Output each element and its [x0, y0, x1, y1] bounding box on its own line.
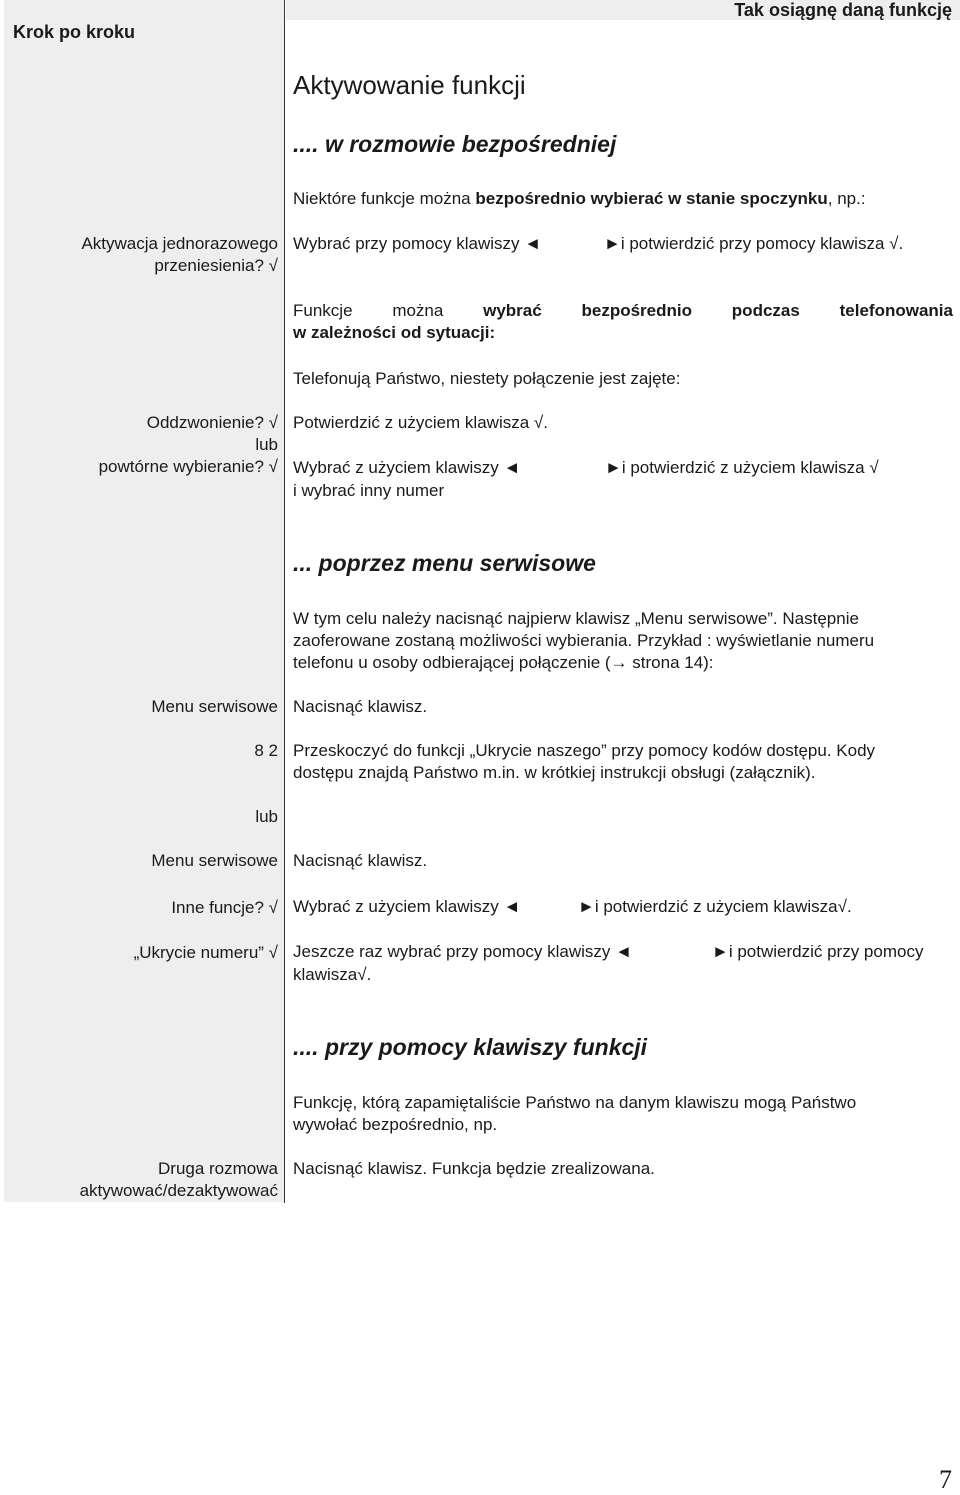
- side-label-line: powtórne wybieranie? √: [98, 457, 278, 476]
- side-label-or: lub: [255, 807, 278, 826]
- intro-line: Funkcję, którą zapamiętaliście Państwo na danym klawiszu mogą Państwo: [293, 1093, 857, 1112]
- intro-line: zaoferowane zostaną możliwości wybierania. Przykład : wyświetlanie numeru: [293, 631, 875, 650]
- step-text: Wybrać z użyciem klawiszy ◄: [293, 458, 521, 477]
- section2-intro: [293, 608, 953, 674]
- step-text: Wybrać przy pomocy klawiszy ◄: [293, 234, 542, 253]
- side-label-line: Oddzwonienie? √: [146, 413, 278, 432]
- header-left-label: Krok po kroku: [13, 22, 136, 42]
- side-label-code: 8 2: [254, 741, 278, 760]
- step-text: ►i potwierdzić przy pomocy: [712, 942, 924, 961]
- step-text: Nacisnąć klawisz. Funkcja będzie zrealizowana.: [293, 1159, 655, 1178]
- side-label-menu: Menu serwisowe: [151, 697, 278, 716]
- step-text: Nacisnąć klawisz.: [293, 851, 428, 870]
- text-line: Przeskoczyć do funkcji „Ukrycie naszego” przy pomocy kodów dostępu. Kody: [293, 741, 876, 760]
- step-text: Jeszcze raz wybrać przy pomocy klawiszy ◄: [293, 942, 632, 961]
- section1-paragraph: [293, 300, 953, 322]
- column-divider: [284, 0, 285, 1203]
- step-text: ►i potwierdzić przy pomocy klawisza √.: [604, 234, 904, 253]
- side-label-menu: Menu serwisowe: [151, 851, 278, 870]
- step-text: ►i potwierdzić z użyciem klawisza√.: [578, 897, 852, 916]
- intro-suffix: , np.:: [827, 189, 866, 208]
- word: podczas: [731, 301, 800, 320]
- word: bezpośrednio: [581, 301, 693, 320]
- side-label-line: lub: [255, 435, 278, 454]
- side-label-line: przeniesienia? √: [154, 256, 278, 275]
- side-label-line: Druga rozmowa: [158, 1159, 278, 1178]
- step-text: ►i potwierdzić z użyciem klawisza √: [605, 458, 879, 477]
- side-label-callback: [3, 412, 278, 478]
- intro-line: telefonu u osoby odbierającej połączenie (→ strona 14):: [293, 653, 714, 672]
- word: można: [392, 301, 444, 320]
- section1-intro: [293, 188, 953, 210]
- header-right-label: Tak osiągnę daną funkcję: [734, 0, 952, 20]
- step-text: Nacisnąć klawisz.: [293, 697, 428, 716]
- side-label-transfer: [3, 233, 278, 277]
- text-line: dostępu znajdą Państwo m.in. w krótkiej instrukcji obsługi (załącznik).: [293, 763, 816, 782]
- side-label-line: aktywować/dezaktywować: [79, 1181, 278, 1200]
- section2-heading: ... poprzez menu serwisowe: [293, 550, 596, 576]
- section1-paragraph-cont: w zależności od sytuacji:: [293, 323, 496, 342]
- section3-intro: [293, 1092, 953, 1136]
- intro-line: wywołać bezpośrednio, np.: [293, 1115, 498, 1134]
- page-number: 7: [939, 1465, 952, 1494]
- section1-heading: .... w rozmowie bezpośredniej: [293, 131, 617, 157]
- side-label-hide: „Ukrycie numeru” √: [133, 943, 278, 962]
- side-label-other: Inne funcje? √: [171, 898, 278, 917]
- step-text: i wybrać inny numer: [293, 481, 445, 500]
- side-label-line: Aktywacja jednorazowego: [81, 234, 278, 253]
- word: Funkcje: [293, 301, 353, 320]
- page-title: Aktywowanie funkcji: [293, 70, 526, 100]
- intro-bold: bezpośrednio wybierać w stanie spoczynku: [475, 189, 828, 208]
- step-text: [293, 740, 953, 784]
- step-text: Potwierdzić z użyciem klawisza √.: [293, 413, 548, 432]
- section1-situation: Telefonują Państwo, niestety połączenie jest zajęte:: [293, 369, 681, 388]
- intro-prefix: Niektóre funkcje można: [293, 189, 476, 208]
- word: telefonowania: [839, 301, 953, 320]
- step-text: klawisza√.: [293, 965, 372, 984]
- intro-line: W tym celu należy nacisnąć najpierw klawisz „Menu serwisowe”. Następnie: [293, 609, 859, 628]
- step-text: Wybrać z użyciem klawiszy ◄: [293, 897, 521, 916]
- side-label-second-call: [3, 1158, 278, 1202]
- section3-heading: .... przy pomocy klawiszy funkcji: [293, 1034, 648, 1060]
- word: wybrać: [483, 301, 542, 320]
